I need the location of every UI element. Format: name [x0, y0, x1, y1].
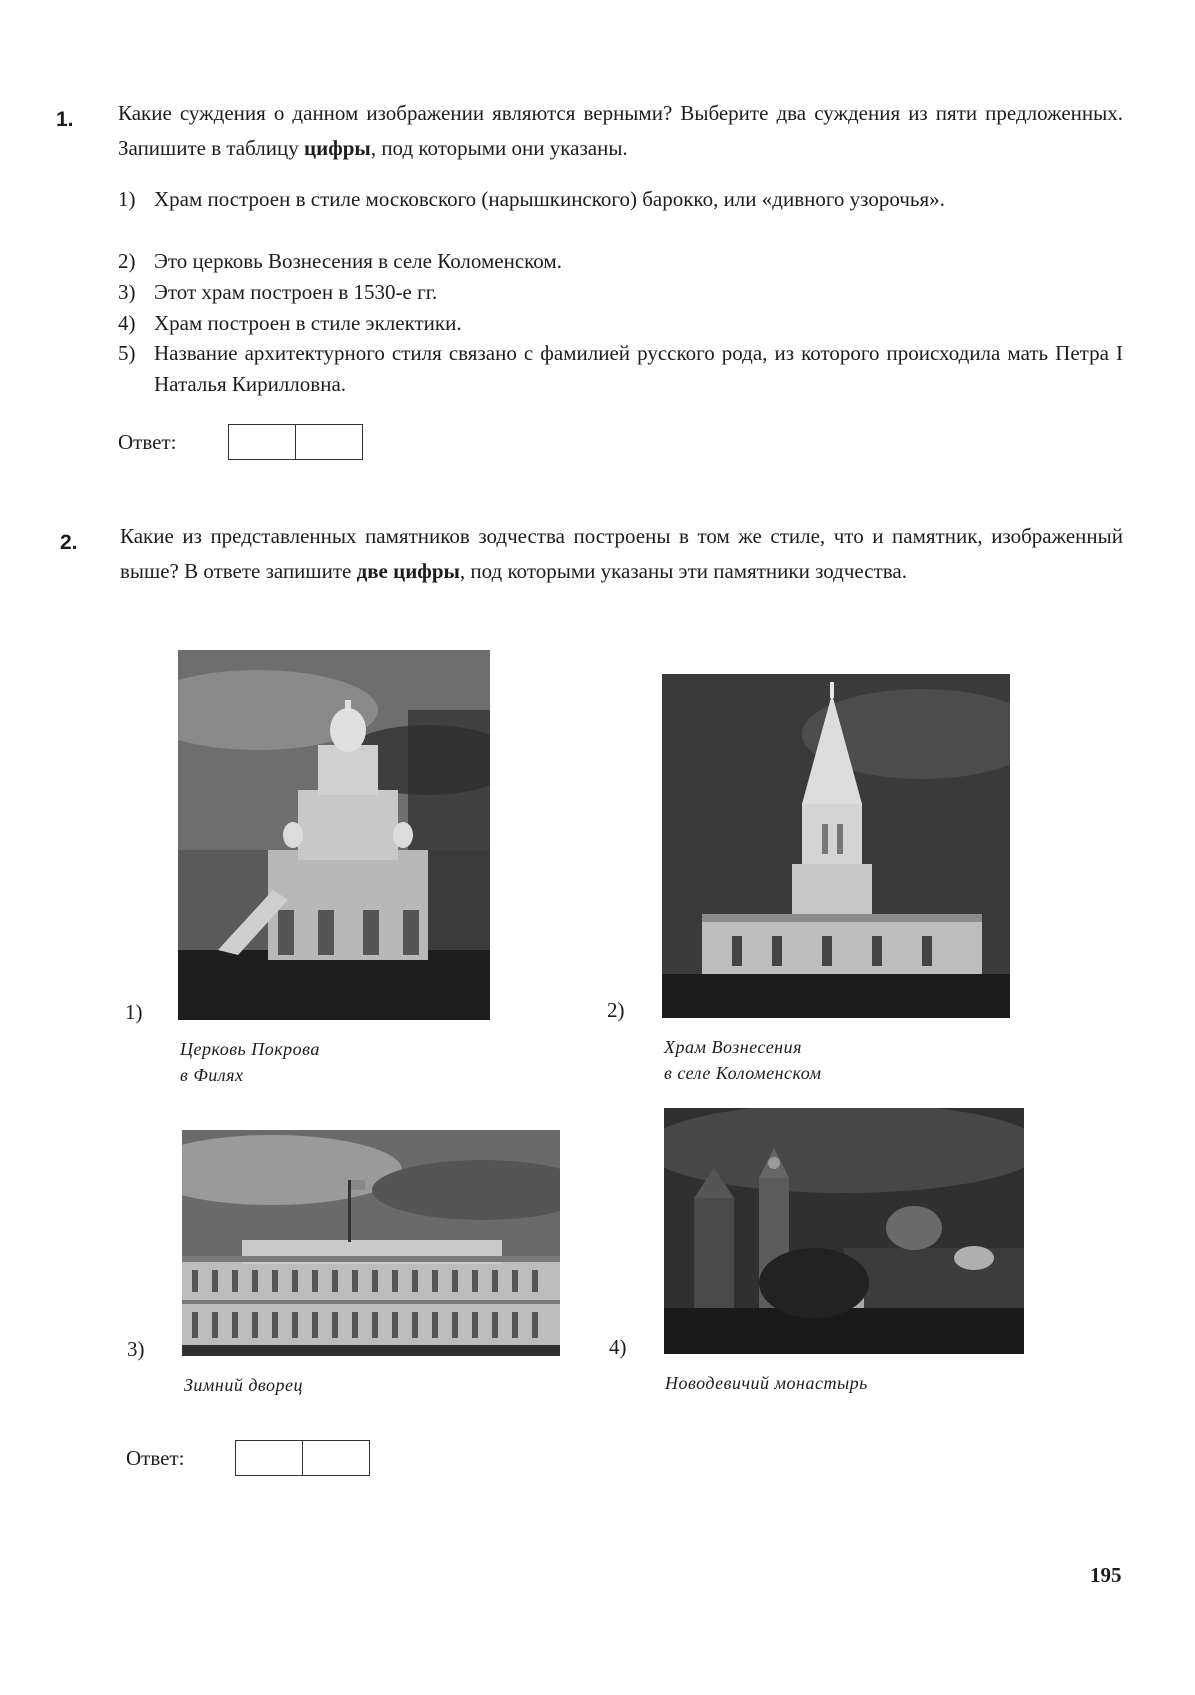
- q1-option-2: [118, 246, 1123, 277]
- question-2-text-part2: , под которыми указаны эти памятники зодчества.: [459, 559, 907, 583]
- novodevichy-image: [664, 1108, 1024, 1354]
- q1-option-3: [118, 277, 1123, 308]
- q1-option-number: 2): [118, 249, 136, 273]
- photo-4-caption: [665, 1370, 868, 1396]
- question-1-text-part2: , под которыми они указаны.: [370, 136, 628, 160]
- q1-option-number: 1): [118, 187, 136, 211]
- q1-option-text: Название архитектурного стиля связано с фамилией русского рода, из которого происходила мать Петра I Наталья Кирилловна.: [154, 341, 1123, 396]
- photo-winter-palace: [182, 1130, 560, 1356]
- q1-option-text: Это церковь Вознесения в селе Коломенском.: [154, 249, 562, 273]
- photo-2-caption-line2: в селе Коломенском: [664, 1063, 822, 1083]
- page-number: 195: [1090, 1563, 1122, 1587]
- photo-4-caption-line1: Новодевичий монастырь: [665, 1373, 868, 1393]
- q1-answer-cell-2[interactable]: [296, 425, 362, 459]
- question-2-text-bold: две цифры: [356, 559, 460, 583]
- q1-option-1: [118, 184, 1123, 246]
- photo-1-caption: [180, 1036, 320, 1088]
- q1-option-text: Этот храм построен в 1530-е гг.: [154, 280, 438, 304]
- photo-3-caption: [184, 1372, 303, 1398]
- q2-answer-cell-2[interactable]: [303, 1441, 369, 1475]
- q1-option-text: Храм построен в стиле московского (нарышкинского) барокко, или «дивного узорочья».: [154, 187, 945, 211]
- photo-church-kolomenskoye: [662, 674, 1010, 1018]
- q1-option-number: 3): [118, 280, 136, 304]
- photo-1-number: 1): [125, 1000, 143, 1024]
- photo-novodevichy: [664, 1108, 1024, 1354]
- question-1-text-part1: Какие суждения о данном изображении являются верными? Выберите два суждения из пяти предложенных. Запишите в таблицу: [118, 101, 1123, 160]
- question-1-text: [118, 96, 1123, 166]
- q1-option-5: [118, 338, 1123, 400]
- q1-answer-label: Ответ:: [118, 430, 177, 454]
- q2-answer-cell-1[interactable]: [236, 1441, 303, 1475]
- q1-option-number: 4): [118, 311, 136, 335]
- q1-option-text: Храм построен в стиле эклектики.: [154, 311, 462, 335]
- photo-2-caption-line1: Храм Вознесения: [664, 1037, 802, 1057]
- winter-palace-image: [182, 1130, 560, 1356]
- church-fili-image: [178, 650, 490, 1020]
- q2-answer-label: Ответ:: [126, 1446, 185, 1470]
- question-2-text-part1: Какие из представленных памятников зодчества построены в том же стиле, что и памятник, изображенный выше? В ответе запишите: [120, 524, 1123, 583]
- photo-1-caption-line2: в Филях: [180, 1065, 244, 1085]
- q1-answer-cell-1[interactable]: [229, 425, 296, 459]
- q2-answer-box[interactable]: [235, 1440, 370, 1476]
- photo-3-caption-line1: Зимний дворец: [184, 1375, 303, 1395]
- question-2-text: [120, 519, 1123, 589]
- q1-option-number: 5): [118, 341, 136, 365]
- question-1-text-bold: цифры: [304, 136, 371, 160]
- photo-church-fili: [178, 650, 490, 1020]
- question-2-number: 2.: [60, 531, 78, 554]
- q1-option-4: [118, 308, 1123, 339]
- photo-1-caption-line1: Церковь Покрова: [180, 1039, 320, 1059]
- photo-2-number: 2): [607, 998, 625, 1022]
- church-kolomenskoye-image: [662, 674, 1010, 1018]
- photo-4-number: 4): [609, 1335, 627, 1359]
- photo-3-number: 3): [127, 1337, 145, 1361]
- photo-2-caption: [664, 1034, 822, 1086]
- question-1-number: 1.: [56, 108, 74, 131]
- q1-answer-box[interactable]: [228, 424, 363, 460]
